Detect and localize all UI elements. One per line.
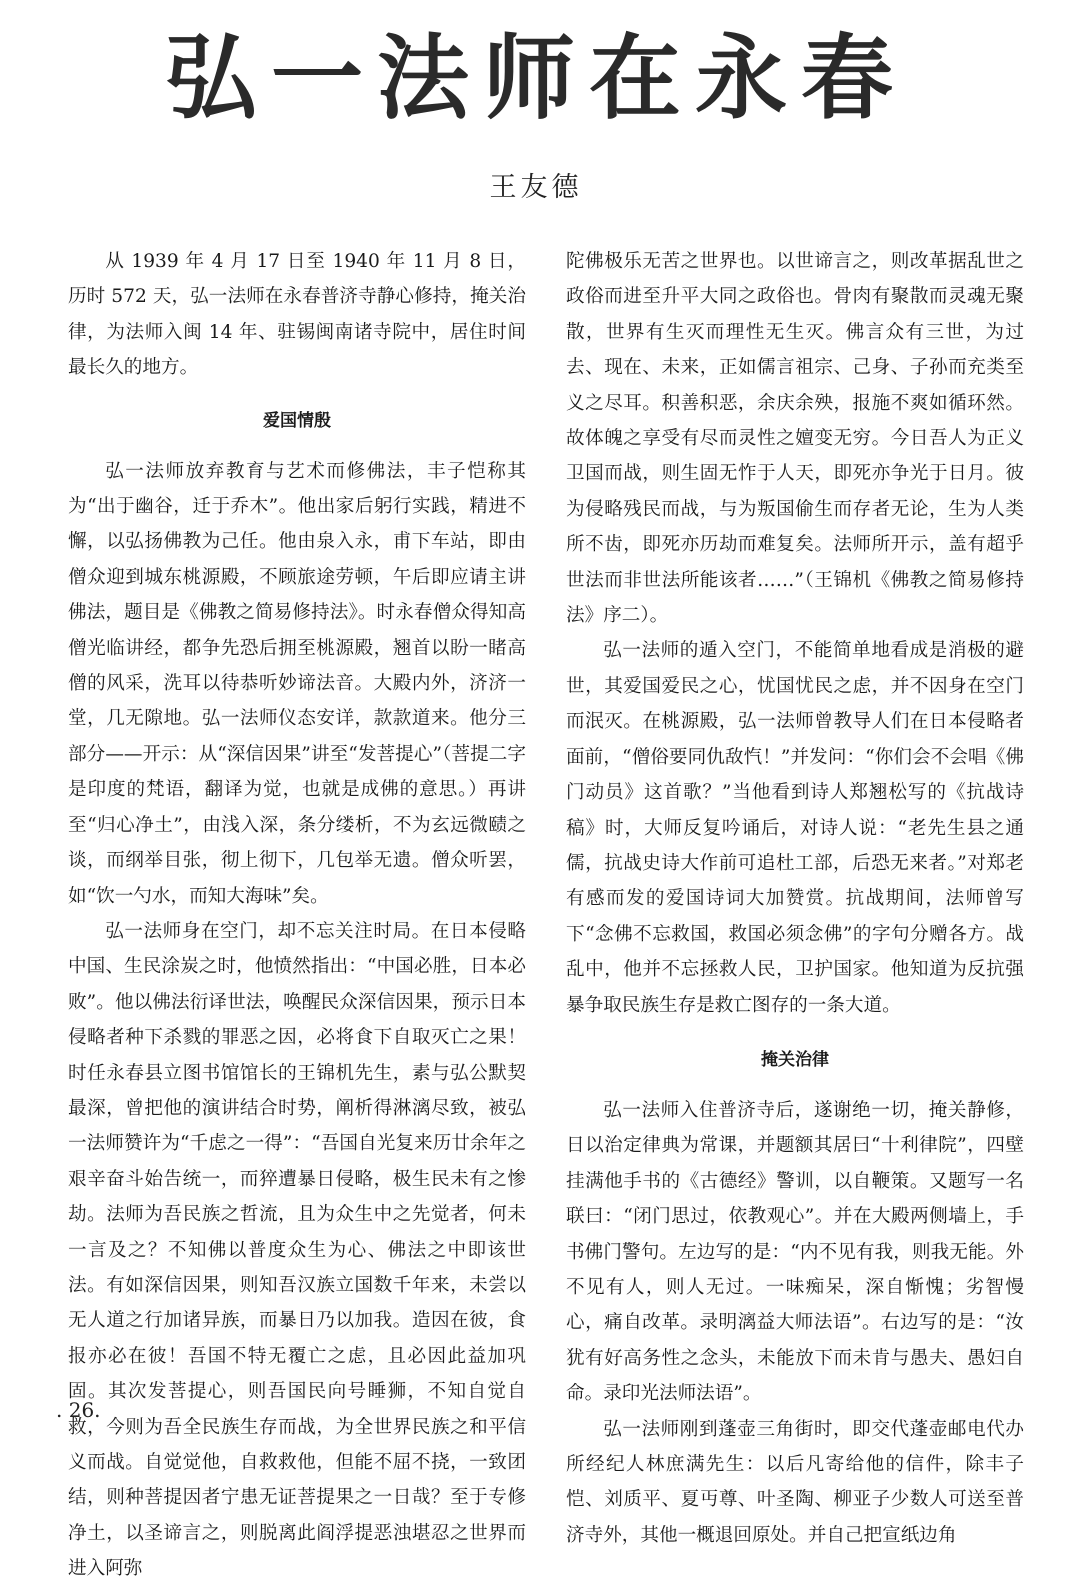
- article-title: 弘一法师在永春: [164, 25, 907, 132]
- paragraph-seclusion: 弘一法师入住普济寺后，遂谢绝一切，掩关静修，日以治定律典为常课，并题额其居曰“十利律院”，四壁挂满他手书的《古德经》警训，以自鞭策。又题写一名联曰：“闭门思过，依教观心”。并在大殿两侧墙上，手书佛门警句。左边写的是：“内不见有我，则我无能。外不见有人，则人无过。一味痴呆，深自惭愧；劣智慢心，痛自改革。录明漓益大师法语”。右边写的是：“汝犹有好高务性之念头，未能放下而未肯与愚夫、愚妇自命。录印光法师法语”。: [566, 1099, 1024, 1405]
- paragraph-intro: 从 1939 年 4 月 17 日至 1940 年 11 月 8 日，历时 572 天，弘一法师在永春普济寺静心修持，掩关治律，为法师入闽 14 年、驻锡闽南诸寺院中，居住时间最长久的地方。: [68, 251, 526, 379]
- right-column: [566, 244, 1024, 1553]
- paragraph-continued: 陀佛极乐无苦之世界也。以世谛言之，则改革据乱世之政俗而进至升平大同之政俗也。骨肉有聚散而灵魂无聚散，世界有生灭而理性无生灭。佛言众有三世，为过去、现在、未来，正如儒言祖宗、己身、子孙而充类至义之尽耳。积善积恶，余庆余殃，报施不爽如循环然。故体魄之享受有尽而灵性之嬗变无穷。今日吾人为正义卫国而战，则生固无怍于人天，即死亦争光于日月。彼为侵略残民而战，与为叛国偷生而存者无论，生为人类所不齿，即死亦历劫而难复矣。法师所开示，盖有超乎世法而非世法所能该者……”（王锦机《佛教之简易修持法》序二）。: [566, 251, 1024, 627]
- left-column: [68, 244, 526, 1587]
- article-author: 王友德: [489, 172, 583, 203]
- paragraph-lecture: 弘一法师放弃教育与艺术而修佛法，丰子恺称其为“出于幽谷，迁于乔木”。他出家后躬行实践，精进不懈，以弘扬佛教为己任。他由泉入永，甫下车站，即由僧众迎到城东桃源殿，不顾旅途劳顿，午后即应请主讲佛法，题目是《佛教之简易修持法》。时永春僧众得知高僧光临讲经，都争先恐后拥至桃源殿，翘首以盼一睹高僧的风采，洗耳以待恭听妙谛法音。大殿内外，济济一堂，几无隙地。弘一法师仪态安详，款款道来。他分三部分——开示：从“深信因果”讲至“发菩提心”（菩提二字是印度的梵语，翻译为觉，也就是成佛的意思。）再讲至“归心净土”，由浅入深，条分缕析，不为玄远微赜之谈，而纲举目张，彻上彻下，几包举无遗。僧众听罢，如“饮一勺水，而知大海味”矣。: [68, 460, 526, 907]
- section-heading-patriotism: 爱国情殷: [263, 410, 331, 431]
- paragraph-letters: 弘一法师刚到蓬壶三角街时，即交代蓬壶邮电代办所经纪人林庶满先生：以后凡寄给他的信件，除丰子恺、刘质平、夏丏尊、叶圣陶、柳亚子少数人可送至普济寺外，其他一概退回原处。并自己把宣纸边角: [566, 1418, 1024, 1546]
- page-number: . 26.: [56, 1398, 101, 1422]
- paragraph-patriotism: 弘一法师的遁入空门，不能简单地看成是消极的避世，其爱国爱民之心，忧国忧民之虑，并不因身在空门而泯灭。在桃源殿，弘一法师曾教导人们在日本侵略者面前，“僧俗要同仇敌忾！”并发问：“你们会不会唱《佛门动员》这首歌？”当他看到诗人郑翘松写的《抗战诗稿》时，大师反复吟诵后，对诗人说：“老先生县之通儒，抗战史诗大作前可追杜工部，后恐无来者。”对郑老有感而发的爱国诗词大加赞赏。抗战期间，法师曾写下“念佛不忘救国，救国必须念佛”的字句分赠各方。战乱中，他并不忘拯救人民，卫护国家。他知道为反抗强暴争取民族生存是救亡图存的一条大道。: [566, 640, 1024, 1016]
- paragraph-current-affairs: 弘一法师身在空门，却不忘关注时局。在日本侵略中国、生民涂炭之时，他愤然指出：“中国必胜，日本必败”。他以佛法衍译世法，唤醒民众深信因果，预示日本侵略者种下杀戮的罪恶之因，必将食下自取灭亡之果！时任永春县立图书馆馆长的王锦机先生，素与弘公默契最深，曾把他的演讲结合时势，阐析得淋漓尽致，被弘一法师赞许为“千虑之一得”：“吾国自光复来历廿余年之艰辛奋斗始告统一，而猝遭暴日侵略，极生民未有之惨劫。法师为吾民族之哲流，且为众生中之先觉者，何未一言及之？不知佛以普度众生为心、佛法之中即该世法。有如深信因果，则知吾汉族立国数千年来，未尝以无人道之行加诸异族，而暴日乃以加我。造因在彼，食报亦必在彼！吾国不特无覆亡之虑，且必因此益加巩固。其次发菩提心，则吾国民向号睡狮，不知自觉自救，今则为吾全民族生存而战，为全世界民族之和平信义而战。自觉觉他，自救救他，但能不屈不挠，一致团结，则种菩提因者宁患无证菩提果之一日哉？至于专修净土，以圣谛言之，则脱离此阎浮提恶浊堪忍之世界而进入阿弥: [68, 920, 526, 1580]
- section-heading-seclusion: 掩关治律: [761, 1049, 829, 1070]
